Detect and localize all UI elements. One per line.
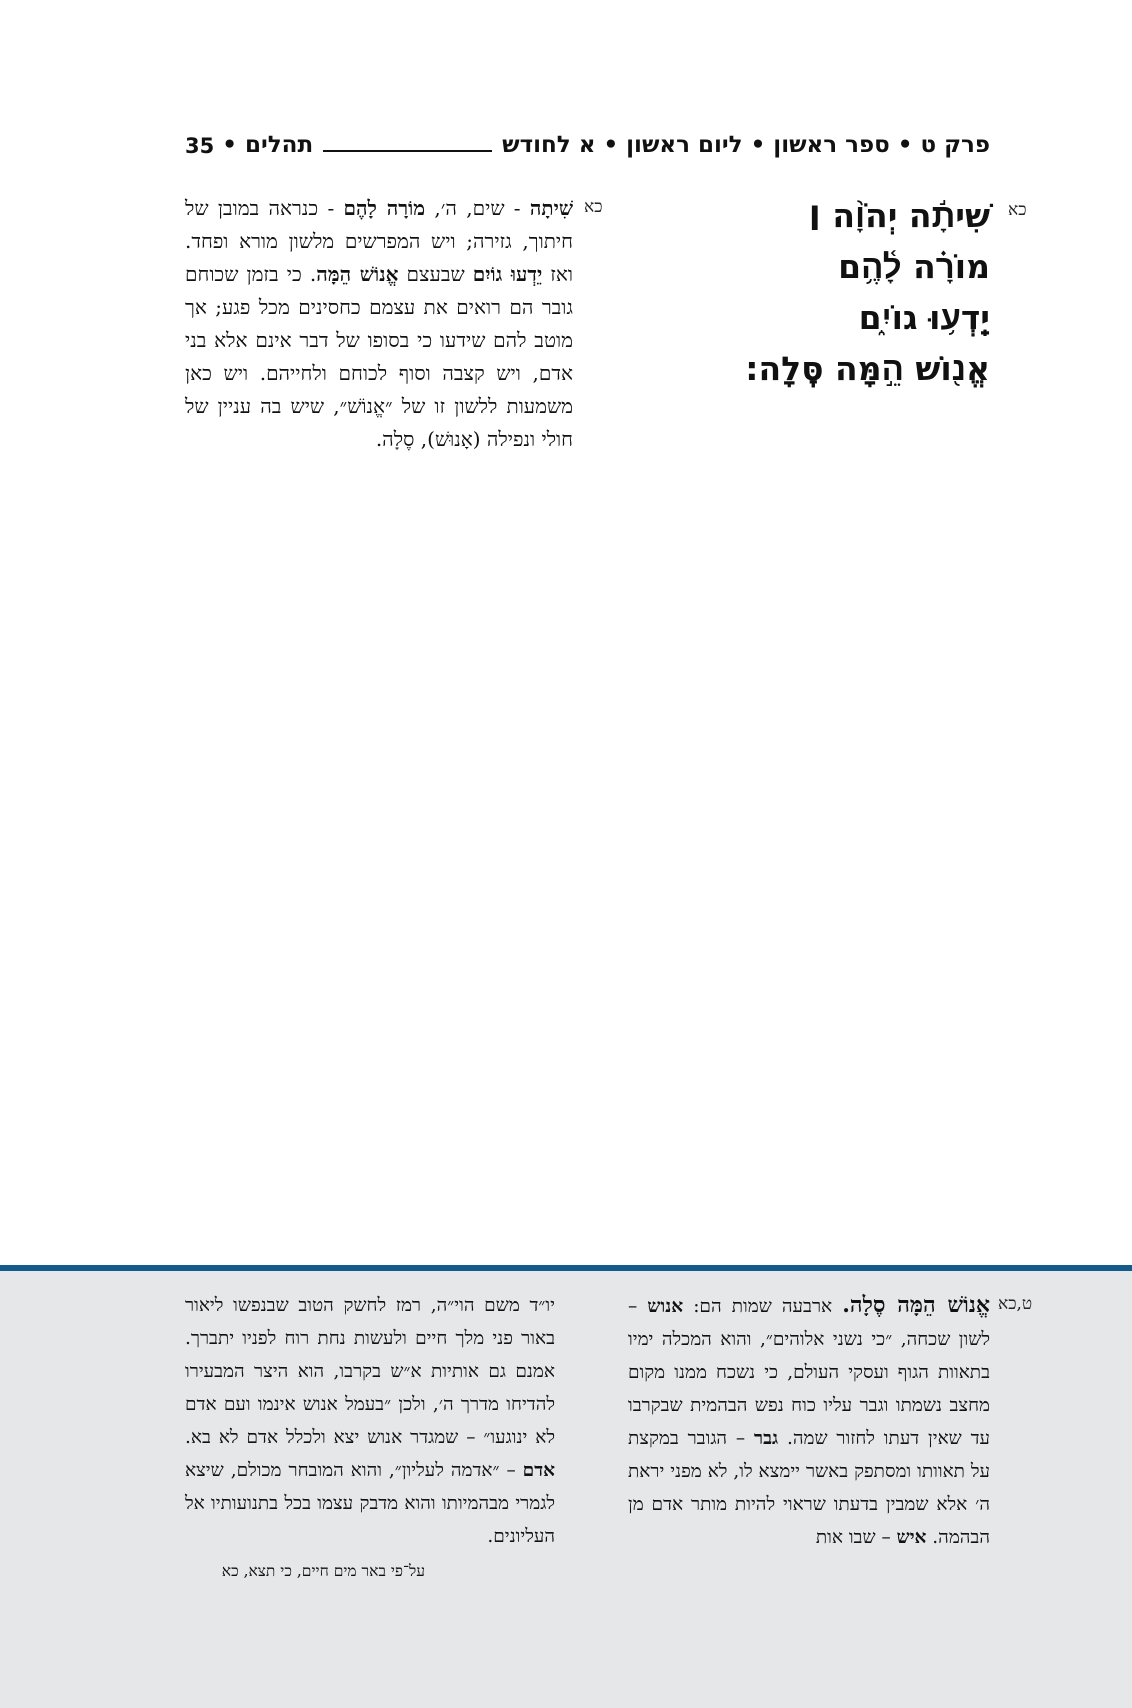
page-number: 35: [185, 134, 215, 158]
insight-keyword: אדם: [522, 1460, 555, 1481]
verse-number-label: כא: [1008, 200, 1027, 220]
insight-heading: אֱנוֹשׁ הֵמָּה סֶלָה.: [842, 1292, 990, 1318]
commentary-text: - כנראה במובן של חיתוך, גזירה; ויש המפרשים מלשון מורא ופחד. ואז: [185, 196, 573, 286]
insight-keyword: איש: [896, 1527, 927, 1548]
insight-text: – הגובר במקצת על תאוותו ומסתפק באשר יימצא לו, לא מפני יראת ה׳ אלא שמבין בדעתו שראוי להיות מותר אדם מן הבהמה.: [628, 1428, 990, 1548]
running-header: [185, 118, 990, 158]
main-verse: [740, 190, 990, 394]
insight-column-left: [185, 1289, 555, 1553]
commentary-lemma: מוֹרָה לָהֶם: [343, 196, 426, 220]
header-separator: •: [222, 132, 237, 158]
insight-text: ארבעה שמות הם:: [683, 1296, 843, 1317]
header-section-info: פרק ט • ספר ראשון • ליום ראשון • א לחודש: [502, 132, 990, 158]
commentary-lemma: יֵדְעוּ גוֹיִם: [472, 262, 543, 286]
commentary-verse-label: כא: [584, 197, 603, 217]
source-citation: על־פי באר מים חיים, כי תצא, כא: [221, 1562, 425, 1580]
verse-line: יֵֽדְע֥וּ גוֹיִ֑ם: [858, 298, 990, 337]
insight-text: יו״ד משם הוי״ה, רמז לחשק הטוב שבנפשו ליאור באור פני מלך חיים ולעשות נחת רוח לפניו יתברך. אמנם גם אותיות א״ש בקרבו, הוא היצר המבעירו להדיחו מדרך ה׳, ולכן ״בעמל אנוש אינמו ועם אדם לא ינוגעו״ – שמגדר אנוש יצא ולכלל אדם לא בא.: [185, 1295, 555, 1448]
insight-text: – שבו אות: [815, 1527, 897, 1548]
commentary-lemma: אֱנוֹשׁ הֵמָּה: [316, 262, 399, 286]
insight-column-right: [628, 1289, 990, 1554]
verse-line: שִׁיתָ֬ה יְהֹוָ֨ה ׀ מוֹרָ֗ה לָ֫הֶ֥ם: [808, 196, 990, 286]
commentary-column: [185, 192, 573, 456]
header-rule: [323, 150, 492, 152]
header-book-title: תהלים: [244, 132, 314, 158]
insight-text: – ״אדמה לעליון״, והוא המובחר מכולם, שיצא לגמרי מבהמיותו והוא מדבק עצמו בכל בתנועותיו אל העליונים.: [185, 1460, 555, 1547]
insight-text: – לשון שכחה, ״כי נשני אלוהים״, והוא המכלה ימיו בתאוות הגוף ועסקי העולם, כי נשכח ממנו מקום מחצב נשמתו וגבר עליו כוח נפש הבהמית שבקרבו עד שאין דעתו לחזור שמה.: [628, 1296, 990, 1449]
insight-reference-label: ט,כא: [998, 1294, 1033, 1314]
commentary-lemma: שִׁיתָה: [529, 196, 573, 220]
verse-line: אֱנ֖וֹשׁ הֵ֣מָּה סֶּֽלָה:: [745, 349, 990, 388]
commentary-text: - שים, ה׳,: [425, 196, 530, 220]
commentary-text: . כי בזמן שכוחם גובר הם רואים את עצמם כחסינים מכל פגע; אך מוטב להם שידעו כי בסופו של דבר אינם אלא בני אדם, ויש קצבה וסוף לכוחם ולחייהם. ויש כאן משמעות ללשון זו של ״אֱנוֹשׁ״, שיש בה עניין של חולי ונפילה (אָנוּשׁ), סֶלָה.: [185, 262, 573, 451]
insight-keyword: אנוש: [647, 1296, 684, 1317]
commentary-text: שבעצם: [398, 262, 473, 286]
insight-keyword: גבר: [754, 1428, 779, 1449]
